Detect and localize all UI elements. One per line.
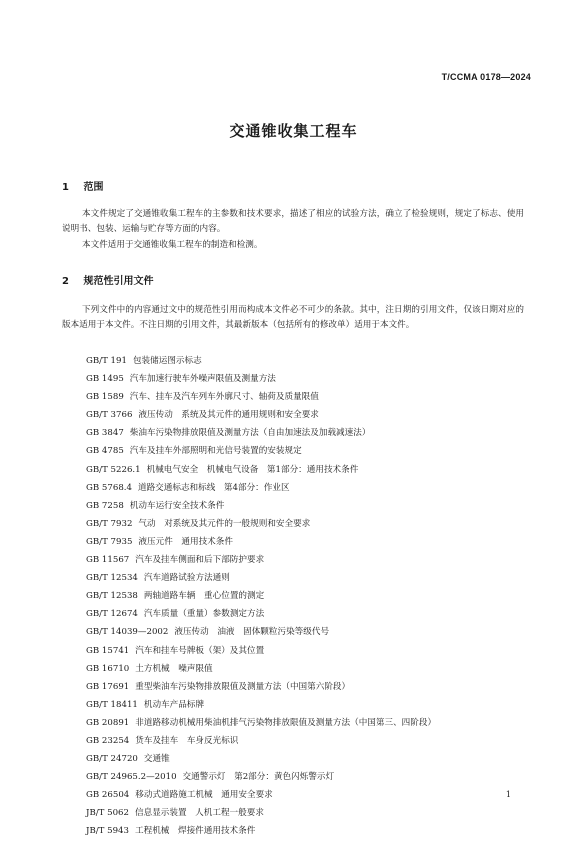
reference-title: 汽车加速行驶车外噪声限值及测量方法 [129, 374, 276, 385]
section-title: 范围 [83, 182, 104, 193]
reference-item [86, 569, 526, 587]
reference-title: 汽车及挂车侧面和后下部防护要求 [135, 555, 265, 566]
reference-code: GB 1495 [86, 374, 124, 385]
scope-paragraph-2: 本文件适用于交通锥收集工程车的制造和检测。 [82, 240, 263, 250]
reference-item [86, 750, 526, 768]
reference-title: 机械电气安全 机械电气设备 第1部分：通用技术条件 [146, 464, 359, 475]
reference-item [86, 786, 526, 804]
reference-item [86, 660, 526, 678]
reference-code: GB/T 18411 [86, 699, 138, 710]
reference-item [86, 479, 526, 497]
reference-item [86, 497, 526, 515]
reference-item [86, 461, 526, 479]
reference-code: GB 3847 [86, 428, 124, 439]
reference-title: 汽车道路试验方法通则 [143, 573, 230, 584]
reference-code: GB/T 3766 [86, 410, 133, 421]
reference-title: 液压传动 油液 固体颗粒污染等级代号 [174, 627, 330, 638]
reference-item [86, 804, 526, 822]
section-heading-scope [62, 178, 103, 193]
reference-item [86, 533, 526, 551]
reference-code: GB 17691 [86, 681, 130, 692]
reference-title: 包装储运图示标志 [132, 356, 202, 366]
reference-code: GB/T 7935 [86, 536, 133, 547]
reference-item [86, 732, 526, 750]
reference-title: 交通锥 [143, 754, 170, 765]
reference-code: GB 5768.4 [86, 482, 132, 493]
reference-item [86, 352, 526, 370]
section-number: 2 [62, 276, 69, 287]
reference-code: GB 11567 [86, 555, 130, 566]
reference-item [86, 406, 526, 424]
reference-item [86, 768, 526, 786]
reference-title: 移动式道路施工机械 通用安全要求 [135, 790, 273, 801]
reference-item [86, 678, 526, 696]
section-heading-references [62, 272, 153, 287]
reference-code: GB 20891 [86, 717, 130, 728]
reference-title: 汽车及挂车外部照明和光信号装置的安装规定 [129, 446, 302, 457]
reference-code: GB 1589 [86, 392, 124, 403]
reference-title: 两轴道路车辆 重心位置的测定 [143, 591, 265, 602]
reference-code: GB 23254 [86, 735, 130, 746]
reference-item [86, 605, 526, 623]
reference-code: GB/T 5226.1 [86, 464, 141, 475]
reference-list [86, 352, 526, 841]
reference-title: 气动 对系统及其元件的一般规则和安全要求 [138, 518, 311, 529]
reference-item [86, 515, 526, 533]
reference-code: GB 15741 [86, 645, 130, 656]
reference-title: 液压传动 系统及其元件的通用规则和安全要求 [138, 410, 319, 421]
reference-title: 汽车和挂车号牌板（架）及其位置 [135, 645, 265, 656]
reference-code: GB/T 191 [86, 356, 127, 366]
section-number: 1 [62, 182, 69, 193]
reference-code: GB/T 12538 [86, 591, 138, 602]
reference-code: GB/T 12674 [86, 609, 138, 620]
reference-code: GB/T 7932 [86, 518, 133, 529]
reference-title: 道路交通标志和标线 第4部分：作业区 [137, 482, 290, 493]
reference-title: 货车及挂车 车身反光标识 [135, 735, 239, 746]
reference-item [86, 623, 526, 641]
reference-code: JB/T 5943 [86, 826, 129, 837]
reference-code: JB/T 5062 [86, 808, 129, 819]
reference-title: 工程机械 焊接件通用技术条件 [135, 826, 256, 837]
reference-item [86, 696, 526, 714]
reference-title: 土方机械 噪声限值 [135, 663, 213, 674]
reference-item [86, 370, 526, 388]
reference-item [86, 424, 526, 442]
reference-item [86, 587, 526, 605]
reference-title: 交通警示灯 第2部分：黄色闪烁警示灯 [182, 772, 335, 783]
reference-code: GB/T 12534 [86, 573, 138, 584]
reference-title: 信息显示装置 人机工程一般要求 [135, 808, 264, 819]
reference-item [86, 442, 526, 460]
reference-item [86, 388, 526, 406]
reference-title: 液压元件 通用技术条件 [138, 536, 233, 547]
scope-paragraph-1: 本文件规定了交通锥收集工程车的主参数和技术要求，描述了相应的试验方法，确立了检验规则，规定了标志、使用说明书、包装、运输与贮存等方面的内容。 [62, 209, 524, 234]
reference-item [86, 551, 526, 569]
section-title: 规范性引用文件 [83, 276, 154, 287]
reference-code: GB/T 24720 [86, 754, 138, 765]
references-intro: 下列文件中的内容通过文中的规范性引用而构成本文件必不可少的条款。其中，注日期的引用文件，仅该日期对应的版本适用于本文件。不注日期的引用文件，其最新版本（包括所有的修改单）适用于本文件。 [62, 305, 524, 330]
reference-code: GB/T 24965.2—2010 [86, 772, 177, 783]
reference-title: 汽车质量（重量）参数测定方法 [143, 609, 265, 620]
reference-title: 机动车产品标牌 [143, 699, 205, 710]
reference-code: GB 7258 [86, 500, 124, 511]
standard-code: T/CCMA 0178—2024 [441, 72, 531, 82]
reference-title: 非道路移动机械用柴油机排气污染物排放限值及测量方法（中国第三、四阶段） [135, 717, 437, 728]
reference-item [86, 642, 526, 660]
reference-code: GB/T 14039—2002 [86, 627, 169, 638]
reference-code: GB 16710 [86, 663, 130, 674]
reference-title: 汽车、挂车及汽车列车外廓尺寸、轴荷及质量限值 [129, 392, 319, 403]
page-number: 1 [505, 790, 511, 799]
reference-code: GB 26504 [86, 790, 130, 801]
reference-title: 柴油车污染物排放限值及测量方法（自由加速法及加载减速法） [129, 428, 371, 439]
document-title: 交通锥收集工程车 [229, 122, 358, 140]
reference-code: GB 4785 [86, 446, 124, 457]
reference-item [86, 714, 526, 732]
reference-item [86, 822, 526, 840]
reference-title: 重型柴油车污染物排放限值及测量方法（中国第六阶段） [135, 681, 351, 692]
reference-title: 机动车运行安全技术条件 [129, 500, 225, 511]
